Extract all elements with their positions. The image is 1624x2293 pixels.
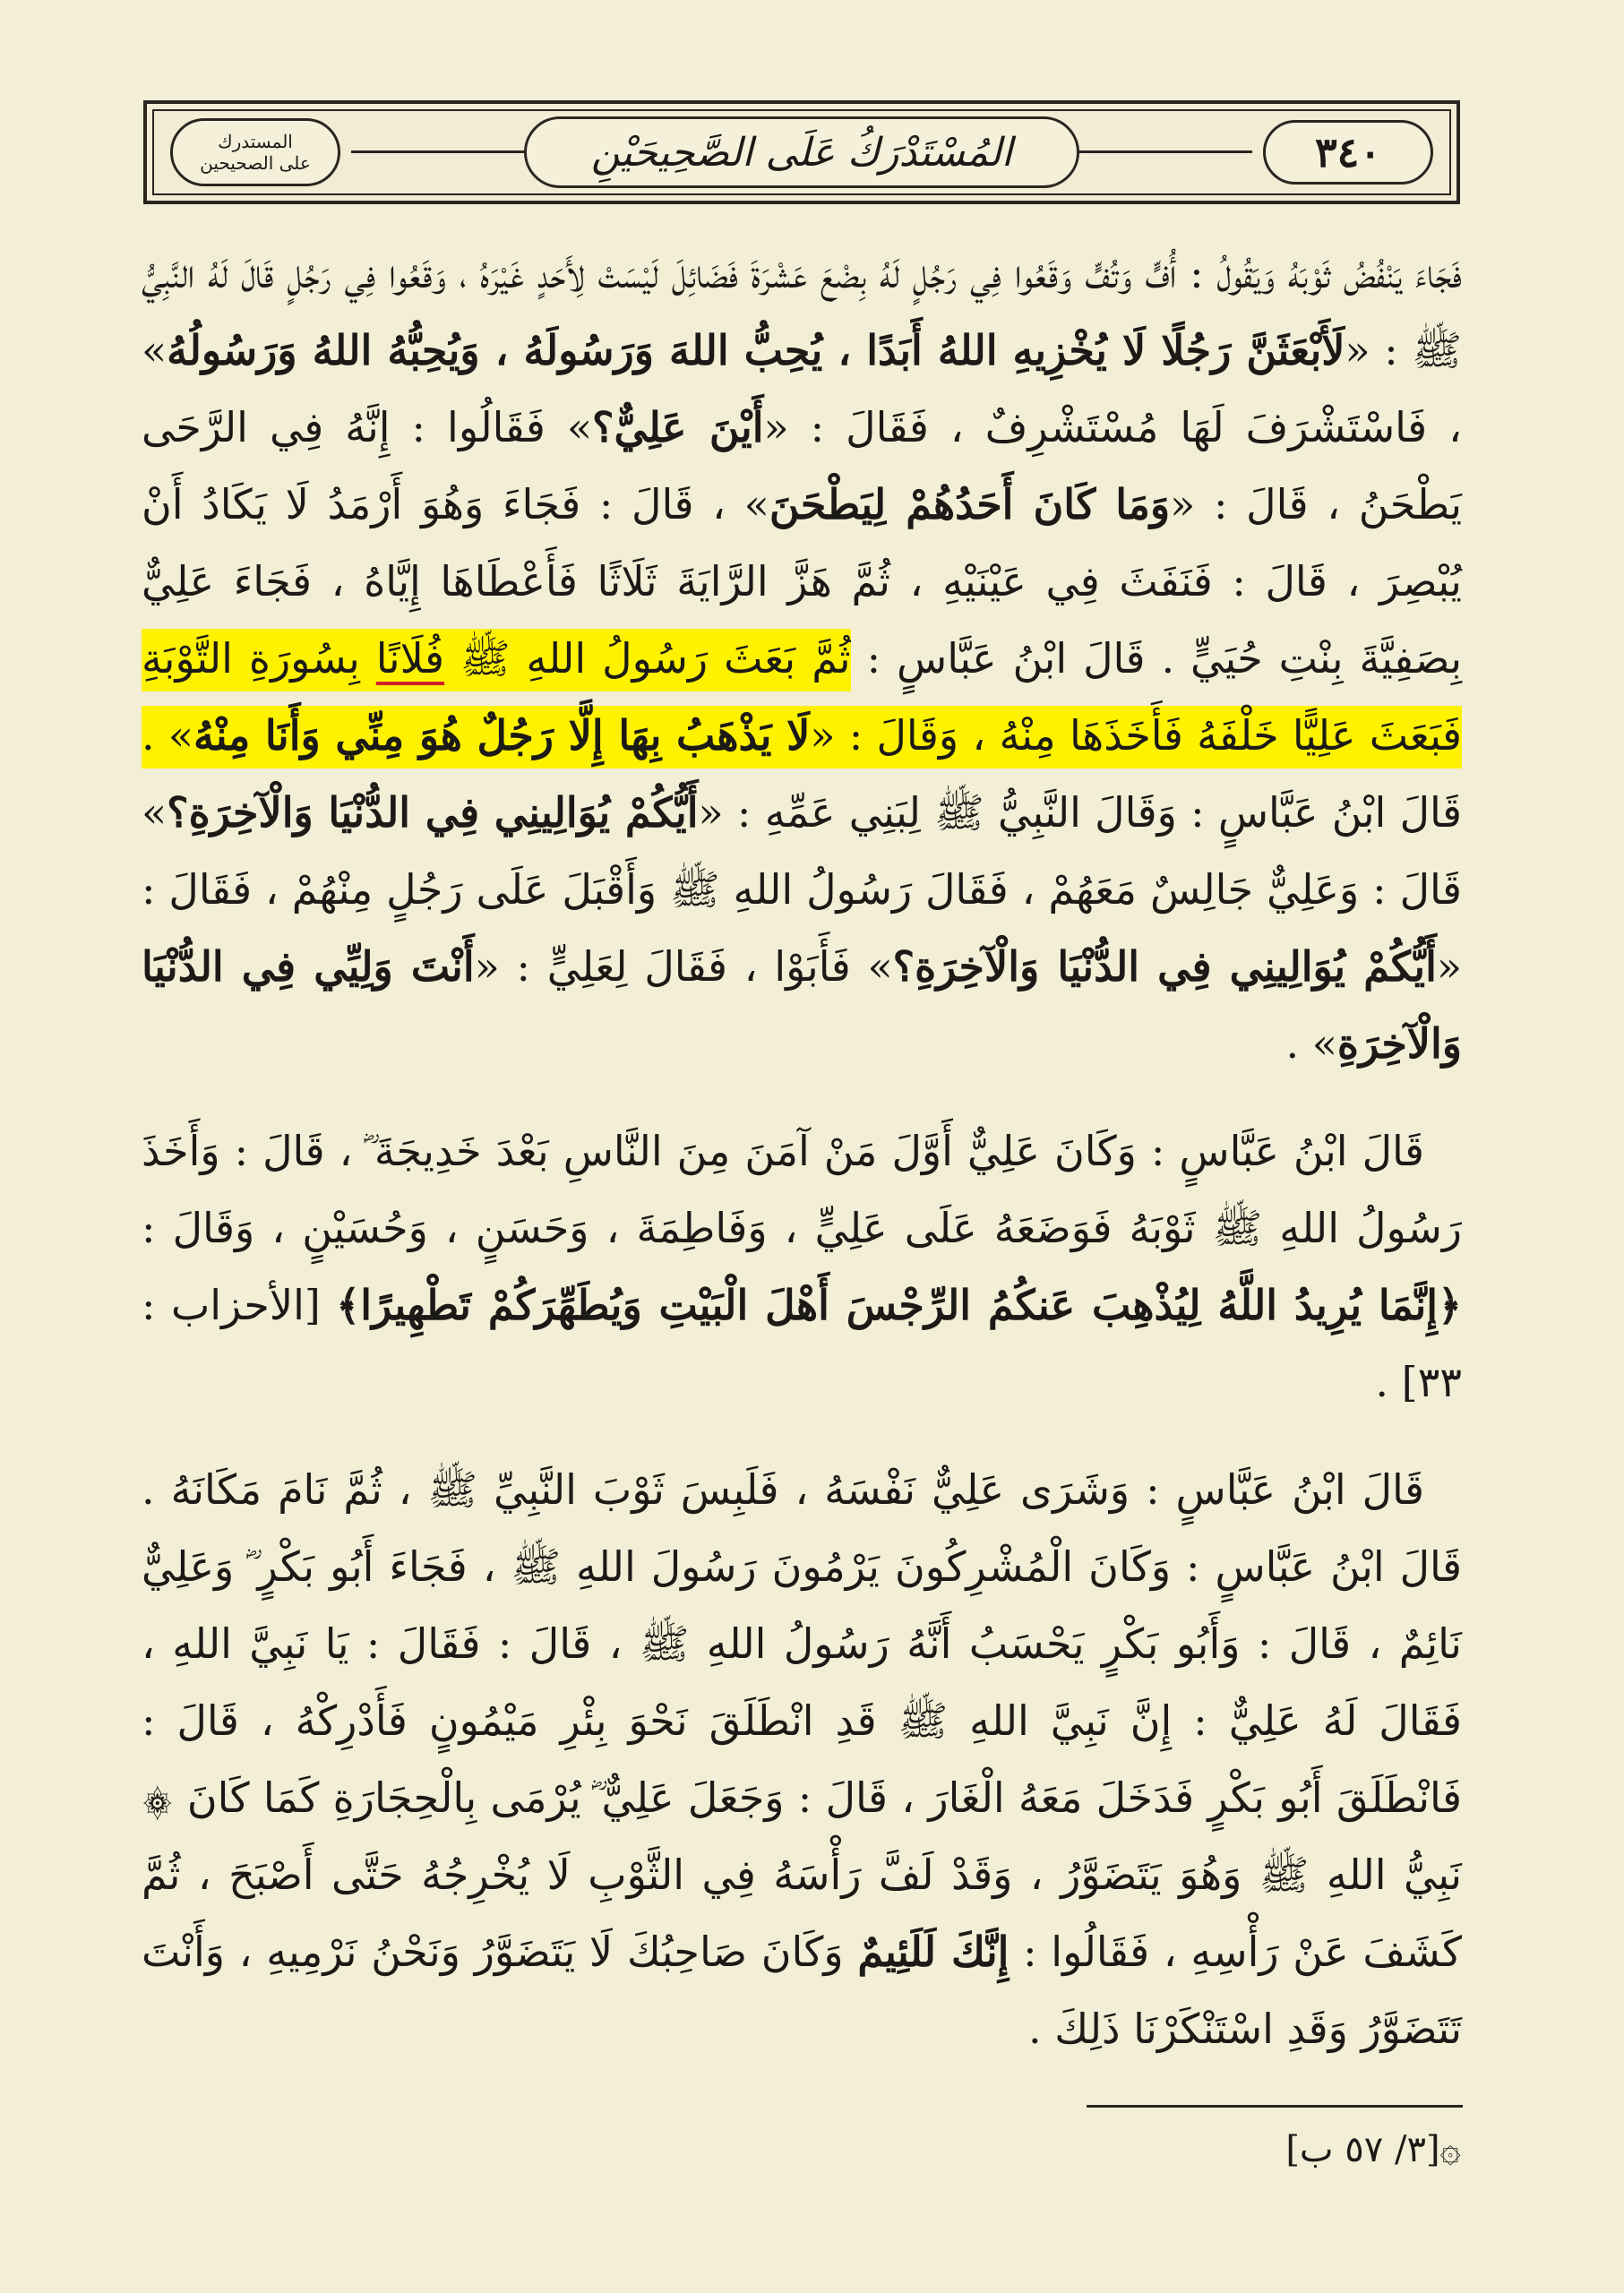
para3-text-1: قَالَ ابْنُ عَبَّاسٍ : وَشَرَى عَلِيٌّ نَفْسَهُ ، فَلَبِسَ ثَوْبَ النَّبِيِّ ﷺ ، ثُمَّ نَامَ مَكَانَهُ . قَالَ ابْنُ عَبَّاسٍ : وَكَانَ الْمُشْرِكُونَ يَرْمُونَ رَسُولَ اللهِ ﷺ ، فَجَاءَ أَبُو بَكْرٍ ؓ وَعَلِيٌّ نَائِمٌ ، قَالَ : وَأَبُو بَكْرٍ يَحْسَبُ أَنَّهُ رَسُولُ اللهِ ﷺ ، قَالَ : فَقَالَ : يَا نَبِيَّ اللهِ ، فَقَالَ لَهُ عَلِيٌّ : إِنَّ نَبِيَّ اللهِ ﷺ قَدِ انْطَلَقَ نَحْوَ بِئْرِ مَيْمُونٍ فَأَدْرِكْهُ ، قَالَ : فَانْطَلَقَ أَبُو بَكْرٍ فَدَخَلَ مَعَهُ الْغَارَ ، قَالَ : وَجَعَلَ عَلِيٌّ ؓ يُرْمَى بِالْحِجَارَةِ كَمَا كَانَ ۞ نَبِيُّ اللهِ ﷺ وَهُوَ يَتَضَوَّرُ ، وَقَدْ لَفَّ رَأْسَهُ فِي الثَّوْبِ لَا يُخْرِجُهُ حَتَّى أَصْبَحَ ، ثُمَّ كَشَفَ عَنْ رَأْسِهِ ، فَقَالُوا : xyxy=(142,1465,1462,1976)
highlight-hadith: لَا يَذْهَبُ بِهَا إِلَّا رَجُلٌ هُوَ مِنِّي وَأَنَا مِنْهُ xyxy=(193,711,811,760)
para1-text-8: » . xyxy=(1285,1019,1337,1068)
footnote-rule xyxy=(1087,2105,1463,2108)
para1-text-4: » ، قَالَ : فَجَاءَ وَهُوَ أَرْمَدُ لَا يَكَادُ أَنْ يُبْصِرَ ، قَالَ : فَنَفَثَ فِي عَيْنَيْهِ ، ثُمَّ هَزَّ الرَّايَةَ ثَلَاثًا فَأَعْطَاهَا إِيَّاهُ ، فَجَاءَ عَلِيٌّ بِصَفِيَّةَ بِنْتِ حُيَيٍّ . قَالَ ابْنُ عَبَّاسٍ : xyxy=(142,480,1462,683)
para1-hadith-4: أَيُّكُمْ يُوَالِينِي فِي الدُّنْيَا وَالْآخِرَةِ؟ xyxy=(167,788,699,837)
para1-text-3: » فَقَالُوا : إِنَّهُ فِي الرَّحَى يَطْحَنُ ، قَالَ : « xyxy=(142,403,1463,528)
para1-hadith-2: أَيْنَ عَلِيٌّ؟ xyxy=(592,403,764,451)
page-header xyxy=(143,100,1460,204)
para1-text-6: » قَالَ : وَعَلِيٌّ جَالِسٌ مَعَهُمْ ، فَقَالَ رَسُولُ اللهِ ﷺ وَأَقْبَلَ عَلَى رَجُلٍ مِنْهُمْ ، فَقَالَ : « xyxy=(142,788,1463,991)
paragraph-3 xyxy=(142,1451,1462,2067)
para1-text-5: قَالَ ابْنُ عَبَّاسٍ : وَقَالَ النَّبِيُّ ﷺ لِبَنِي عَمِّهِ : « xyxy=(698,788,1463,837)
para1-hadith-3: وَمَا كَانَ أَحَدُهُمْ لِيَطْحَنَ xyxy=(769,480,1171,528)
paragraph-1 xyxy=(142,235,1462,1082)
para3-quote: إِنَّكَ لَلَئِيمٌ xyxy=(857,1928,1010,1976)
book-title: المُسْتَدْرَكُ عَلَى الصَّحِيحَيْنِ xyxy=(524,116,1079,188)
book-seal-line1: المستدرك xyxy=(218,131,293,152)
paragraph-2 xyxy=(142,1112,1462,1421)
page-body xyxy=(142,235,1462,2067)
highlight-text-a: ثُمَّ بَعَثَ رَسُولُ اللهِ ﷺ xyxy=(444,634,851,683)
para1-hadith-1: لَأَبْعَثَنَّ رَجُلًا لَا يُخْزِيهِ اللهُ أَبَدًا ، يُحِبُّ اللهَ وَرَسُولَهُ ، وَيُحِبُّهُ اللهُ وَرَسُولُهُ xyxy=(167,326,1345,374)
underlined-word: فُلَانًا xyxy=(375,634,445,683)
book-seal-line2: على الصحيحين xyxy=(200,152,311,174)
para1-text-2: » ، فَاسْتَشْرَفَ لَهَا مُسْتَشْرِفٌ ، فَقَالَ : « xyxy=(142,326,1462,451)
para1-hadith-5: أَيُّكُمْ يُوَالِينِي فِي الدُّنْيَا وَالْآخِرَةِ؟ xyxy=(892,942,1437,991)
book-seal xyxy=(170,118,340,186)
footnote: ۞[٣/ ٥٧ ب] xyxy=(1285,2129,1461,2170)
quran-verse: ﴿إِنَّمَا يُرِيدُ اللَّهُ لِيُذْهِبَ عَنكُمُ الرِّجْسَ أَهْلَ الْبَيْتِ وَيُطَهِّرَكُمْ تَطْهِيرًا﴾ xyxy=(336,1281,1462,1329)
highlight-end: » . xyxy=(142,711,194,760)
para1-text-7: » فَأَبَوْا ، فَقَالَ لِعَلِيٍّ : « xyxy=(474,942,893,991)
verse-reference: [الأحزاب : ٣٣] . xyxy=(142,1281,1462,1406)
para3-text-2: وَكَانَ صَاحِبُكَ لَا يَتَضَوَّرُ وَنَحْنُ نَرْمِيهِ ، وَأَنْتَ تَتَضَوَّرُ وَقَدِ اسْتَنْكَرْنَا ذَلِكَ . xyxy=(142,1928,1462,2053)
para1-text-1: فَجَاءَ يَنْفُضُ ثَوْبَهُ وَيَقُولُ : أُفٍّ وَتُفٍّ وَقَعُوا فِي رَجُلٍ لَهُ بِضْعَ عَشْرَةَ فَضَائِلَ لَيْسَتْ لِأَحَدٍ غَيْرَهُ ، وَقَعُوا فِي رَجُلٍ قَالَ لَهُ النَّبِيُّ ﷺ : « xyxy=(142,249,1462,374)
highlight-text-b: بِسُورَةِ التَّوْبَةِ فَبَعَثَ عَلِيًّا خَلْفَهُ فَأَخَذَهَا مِنْهُ ، وَقَالَ : « xyxy=(142,634,1462,760)
page-number: ٣٤٠ xyxy=(1263,120,1433,185)
para1-hadith-6: أَنْتَ وَلِيِّي فِي الدُّنْيَا وَالْآخِرَةِ xyxy=(142,942,1462,1068)
para2-text-1: قَالَ ابْنُ عَبَّاسٍ : وَكَانَ عَلِيٌّ أَوَّلَ مَنْ آمَنَ مِنَ النَّاسِ بَعْدَ خَدِيجَةَ ؓ ، قَالَ : وَأَخَذَ رَسُولُ اللهِ ﷺ ثَوْبَهُ فَوَضَعَهُ عَلَى عَلِيٍّ ، وَفَاطِمَةَ ، وَحَسَنٍ ، وَحُسَيْنٍ ، وَقَالَ : xyxy=(142,1127,1462,1252)
